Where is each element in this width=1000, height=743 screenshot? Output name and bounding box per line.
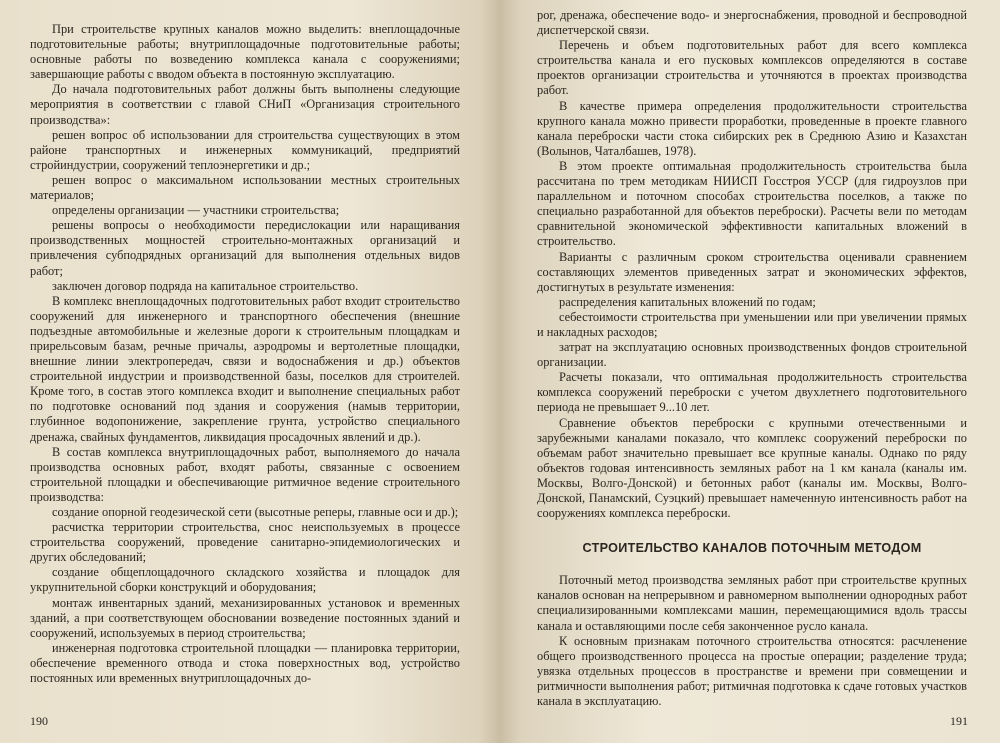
right-page xyxy=(500,0,1000,743)
page-number: 190 xyxy=(30,714,48,728)
list-item: создание опорной геодезической сети (высотные реперы, главные оси и др.); xyxy=(52,505,459,519)
list-item: решен вопрос об использовании для строительства существующих в этом районе транспортных и инженерных коммуникаций, предприятий стройиндустрии, сооружений теплоэнергетики и др.; xyxy=(30,127,460,172)
list-item: решены вопросы о необходимости передислокации или наращивания производственных мощностей строительно-монтажных организаций и привлечения субподрядных организаций для выполнения отдельных видов работ; xyxy=(30,218,460,278)
list-item: расчистка территории строительства, снос неиспользуемых в процессе строительства сооружений, проведение санитарно-эпидемиологических и других обследований; xyxy=(30,520,460,565)
paragraph: Варианты с различным сроком строительства оценивали сравнением составляющих элементов приведенных затрат и экономических эффектов, достигнутых в результате изменения: xyxy=(537,249,967,294)
paragraph: рог, дренажа, обеспечение водо- и энергоснабжения, проводной и беспроводной диспетчерской связи. xyxy=(537,8,967,38)
paragraph: В комплекс внеплощадочных подготовительных работ входит строительство сооружений для инженерного и транспортного обеспечения (внешние подъездные автомобильные и железные дороги к строительным площадкам и прирельсовым базам, речные причалы, аэродромы и вертолетные площадки, внешние линии электропередач, связи и водоснабжения и др.) объектов строительной индустрии и производственной базы, поселков для строителей. Кроме того, в состав этого комплекса входит и выполнение специальных работ по подготовке оснований под здания и сооружения (намыв территории, глубинное водопонижение, закрепление грунта, устройство специального дренажа, свайных фундаментов, ликвидация просадочных явлений и др.). xyxy=(30,293,460,444)
section-heading: СТРОИТЕЛЬСТВО КАНАЛОВ ПОТОЧНЫМ МЕТОДОМ xyxy=(582,541,922,556)
right-text-column xyxy=(537,8,967,709)
paragraph: К основным признакам поточного строительства относятся: расчленение общего производственного процесса на простые операции; разделение труда; увязка отдельных процессов в пространстве и времени при совмещении и ритмичности выполнения работ; ритмичная подготовка к сдаче готовых участков канала в эксплуатацию. xyxy=(537,633,967,709)
left-text-column xyxy=(30,22,460,686)
list-item: инженерная подготовка строительной площадки — планировка территории, обеспечение временного отвода и стока поверхностных вод, устройство постоянных или временных внутриплощадочных до- xyxy=(30,640,460,686)
list-item: затрат на эксплуатацию основных производственных фондов строительной организации. xyxy=(537,340,967,370)
list-item: заключен договор подряда на капитальное строительство. xyxy=(52,278,359,293)
page-number: 191 xyxy=(950,714,968,728)
paragraph: Расчеты показали, что оптимальная продолжительность строительства комплекса сооружений переброски с учетом двухлетнего подготовительного периода не превышает 9...10 лет. xyxy=(537,370,967,415)
list-item: монтаж инвентарных зданий, механизированных установок и временных зданий, а при соответствующем обосновании возведение постоянных зданий и сооружений, используемых в период строительства; xyxy=(30,595,460,640)
list-item: себестоимости строительства при уменьшении или при увеличении прямых и накладных расходов; xyxy=(537,309,967,339)
list-item: распределения капитальных вложений по годам; xyxy=(559,294,816,309)
paragraph: При строительстве крупных каналов можно выделить: внеплощадочные подготовительные работы; внутриплощадочные подготовительные работы; основные работы по возведению комплекса канала с сооружениями; завершающие работы с вводом объекта в постоянную эксплуатацию. xyxy=(30,22,460,82)
paragraph: Поточный метод производства земляных работ при строительстве крупных каналов основан на непрерывном и равномерном выполнении однородных работ специализированными комплексами машин, перемещающимися вдоль трассы канала и оставляющими после себя законченное русло канала. xyxy=(537,573,967,633)
paragraph: До начала подготовительных работ должны быть выполнены следующие мероприятия в соответствии с главой СНиП «Организация строительного производства»: xyxy=(30,82,460,127)
list-item: определены организации — участники строительства; xyxy=(52,203,340,218)
list-item: создание общеплощадочного складского хозяйства и площадок для укрупнительной сборки конструкций и оборудования; xyxy=(30,565,460,595)
list-item: решен вопрос о максимальном использовании местных строительных материалов; xyxy=(30,172,460,203)
paragraph: В состав комплекса внутриплощадочных работ, выполняемого до начала производства основных работ, входят работы, связанные с освоением строительной площадки и обеспечивающие ритмичное ведение строительного производства: xyxy=(30,444,460,504)
paragraph: В этом проекте оптимальная продолжительность строительства была рассчитана по трем методикам НИИСП Госстроя УССР (для гидроузлов при параллельном и поточном способах строительства поселков, а также по специально разработанной для объектов переброски). Расчеты вели по методам сравнительной экономической эффективности капитальных вложений в строительство. xyxy=(537,158,967,249)
paragraph: Сравнение объектов переброски с крупными отечественными и зарубежными каналами показало, что комплекс сооружений переброски по объемам работ значительно превышает все крупные каналы. Однако по ряду объектов годовая интенсивность земляных работ на 1 км канала (каналы им. Москвы, Волго-Донской) и бетонных работ (каналы им. Москвы, Волго-Донской, Панамский, Суэцкий) превышает намеченную интенсивность работ на сооружениях комплекса переброски. xyxy=(537,415,967,521)
paragraph: В качестве примера определения продолжительности строительства крупного канала можно привести проработки, проведенные в проекте главного канала переброски части стока сибирских рек в Среднюю Азию и Казахстан (Волынов, Чаталбашев, 1978). xyxy=(537,98,967,158)
paragraph: Перечень и объем подготовительных работ для всего комплекса строительства канала и его пусковых комплексов определяются в составе проектов организации строительства и уточняются в проектах производства работ. xyxy=(537,38,967,98)
